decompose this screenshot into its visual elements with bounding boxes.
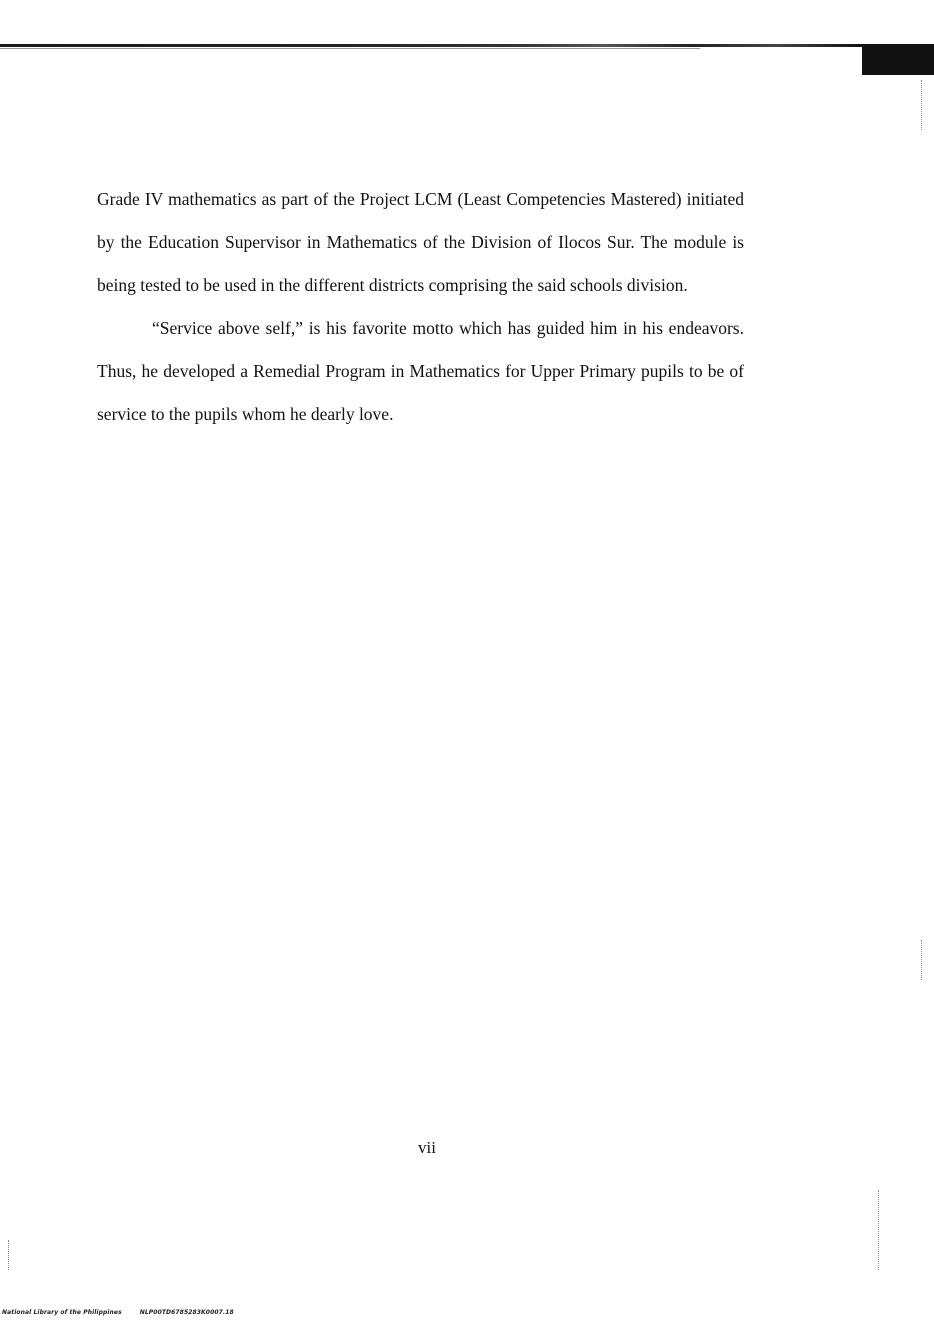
page-number: vii [418, 1138, 436, 1157]
scan-top-rule-shadow [0, 48, 700, 49]
document-body [97, 178, 744, 436]
scan-edge-speckle [921, 940, 923, 980]
paragraph-2: “Service above self,” is his favorite motto which has guided him in his endeavors. Thus, he developed a Remedial Program in Mathematics for Upper Primary pupils to be of service to the pupils whom he dearly love. [97, 318, 744, 424]
footer-stamp [2, 1309, 234, 1316]
paragraph-1: Grade IV mathematics as part of the Project LCM (Least Competencies Mastered) initiated by the Education Supervisor in Mathematics of the Division of Ilocos Sur. The module is being tested to be used in the different districts comprising the said schools division. [97, 189, 744, 295]
scan-corner-mark [862, 44, 934, 75]
scan-top-rule [0, 44, 862, 47]
scan-edge-speckle [8, 1240, 10, 1270]
scan-edge-speckle [921, 80, 923, 130]
scan-edge-speckle [878, 1190, 880, 1270]
footer-code: NLP00TD6785283K0007.18 [139, 1309, 234, 1316]
footer-library: National Library of the Philippines [2, 1309, 122, 1316]
